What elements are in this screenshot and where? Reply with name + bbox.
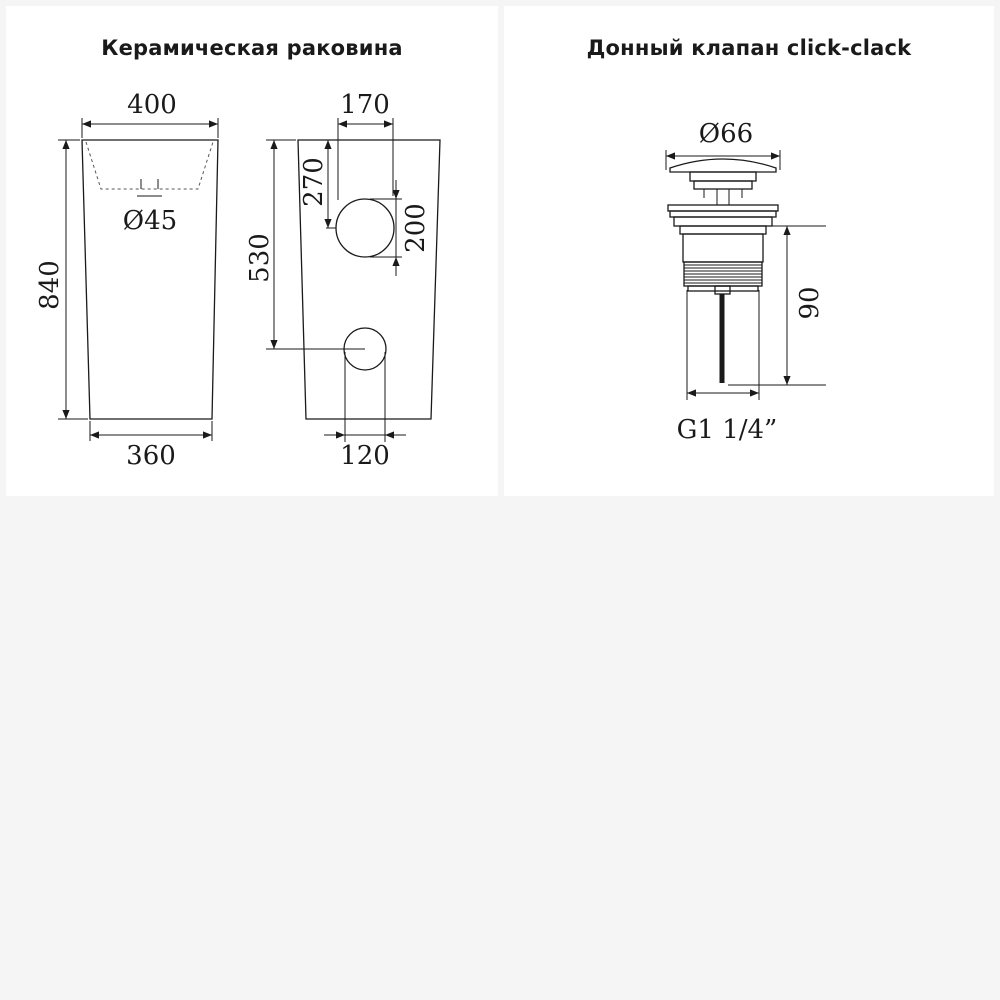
outlet-height-label: 530 [245,233,275,283]
click-clack-valve-drawing [504,6,994,496]
ceramic-basin-panel [6,6,498,496]
basin-front-view [58,118,218,441]
panel-title: Керамическая раковина [101,36,403,60]
height-label: 840 [35,260,65,310]
bottom-width-label: 360 [126,441,176,471]
side-bottom-offset-label: 120 [340,441,390,471]
top-width-label: 400 [127,90,177,120]
thread-label: G1 1/4” [676,415,778,445]
cap-diameter-label: Ø66 [698,119,754,149]
click-clack-valve-panel [504,6,994,496]
side-top-offset-label: 170 [340,90,390,120]
hole-diameter-label: 200 [401,203,431,253]
drain-diameter-label: Ø45 [122,206,178,236]
panel-title: Донный клапан click-clack [586,36,912,60]
hole-top-label: 270 [299,157,329,207]
ceramic-basin-drawing [6,6,498,496]
valve-drawing [666,150,826,400]
basin-side-view [266,118,440,442]
valve-height-label: 90 [795,286,825,320]
